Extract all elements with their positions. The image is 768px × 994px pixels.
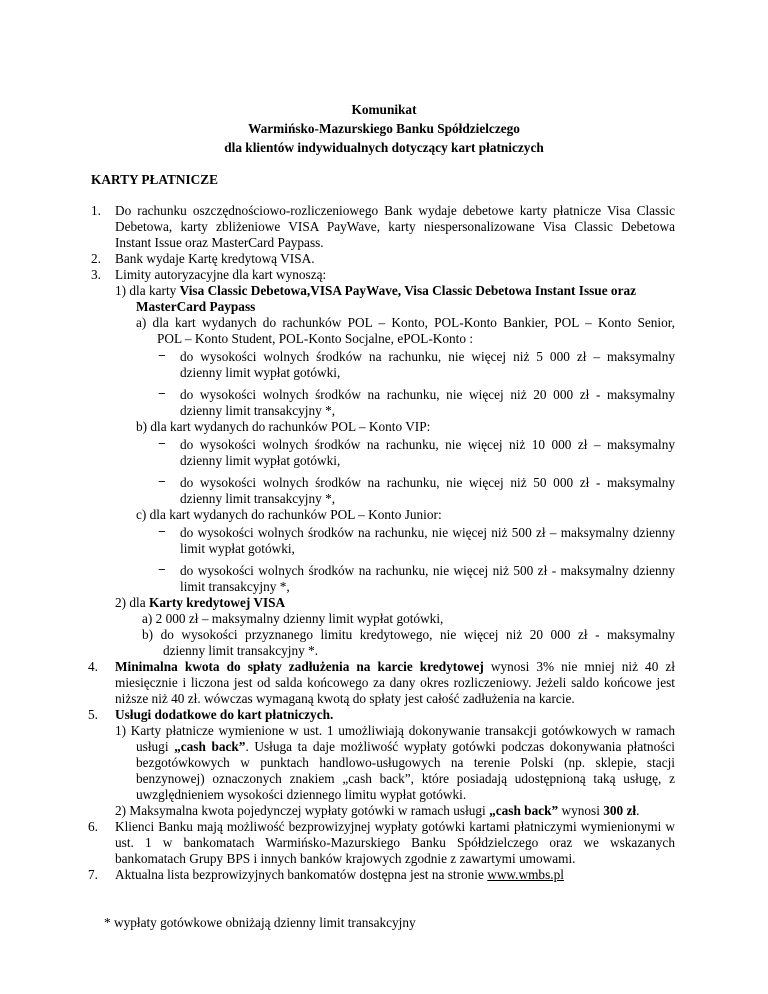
- header-line-3: dla klientów indywidualnych dotyczący kart płatniczych: [224, 140, 544, 155]
- header-line-2: Warmińsko-Mazurskiego Banku Spółdzielczego: [248, 121, 520, 136]
- item-6-line-3: bankomatach Grupy BPS i innych banków krajowych zgodnie z zawartymi umowami.: [115, 851, 576, 866]
- dash-marker: −: [158, 436, 166, 451]
- item-1-line-2: Debetowa, karty zbliżeniowe VISA PayWave, karty niespersonalizowane Visa Classic Debetowa: [115, 219, 675, 234]
- b-dash-2-line-2: dzienny limit transakcyjny *,: [180, 491, 336, 506]
- dash-marker: −: [158, 562, 166, 577]
- item-4-line-3: niższe niż 40 zł. wówczas wymaganą kwotą do spłaty jest całość zadłużenia na karcie.: [115, 691, 575, 706]
- c-dash-1-line-1: do wysokości wolnych środków na rachunku, nie więcej niż 500 zł – maksymalny dzienny: [180, 525, 675, 540]
- dash-marker: −: [158, 524, 166, 539]
- item-5-p1-usługi: usługi: [136, 739, 175, 754]
- sub-1-bold-2: MasterCard Paypass: [136, 299, 256, 314]
- b-dash-1-line-1: do wysokości wolnych środków na rachunku, nie więcej niż 10 000 zł – maksymalny: [180, 437, 675, 452]
- item-4-number: 4.: [88, 659, 98, 674]
- b-dash-1-line-2: dzienny limit wypłat gotówki,: [180, 453, 341, 468]
- item-6-line-2: ust. 1 w bankomatach Warmińsko-Mazurskiego Banku Spółdzielczego oraz we wskazanych: [115, 835, 675, 850]
- item-6-line-1: Klienci Banku mają możliwość bezprowizyjnej wypłaty gotówki kartami płatniczymi wymienionymi w: [115, 819, 675, 834]
- item-1-line-3: Instant Issue oraz MasterCard Paypass.: [115, 235, 324, 250]
- item-5-p1-rest: . Usługa ta daje możliwość wypłaty gotówki podczas dokonywania płatności: [245, 739, 675, 754]
- a-dash-2-line-1: do wysokości wolnych środków na rachunku, nie więcej niż 20 000 zł - maksymalny: [180, 387, 675, 402]
- sub-2-bold: Karty kredytowej VISA: [148, 595, 286, 610]
- item-5-p2-text: 2) Maksymalna kwota pojedynczej wypłaty gotówki w ramach usługi: [115, 803, 490, 818]
- item-3-text: Limity autoryzacyjne dla kart wynoszą:: [115, 267, 327, 282]
- item-4-rest: wynosi 3% nie mniej niż 40 zł: [483, 659, 676, 674]
- item-4-line-2: miesięcznie i liczona jest od salda końcowego za dany okres rozliczeniowy. Jeżeli saldo końcowe jest: [115, 675, 675, 690]
- item-3-number: 3.: [91, 267, 101, 282]
- item-5-p2-line: [115, 802, 639, 819]
- b-dash-2-line-1: do wysokości wolnych środków na rachunku, nie więcej niż 50 000 zł - maksymalny: [180, 475, 675, 490]
- sub-2-b-line-1: b) do wysokości przyznanego limitu kredytowego, nie więcej niż 20 000 zł - maksymalny: [142, 627, 675, 642]
- item-5-p2-dot: .: [636, 803, 640, 818]
- item-5-p1-line-3: bezgotówkowych w punktach handlowo-usługowych na terenie Polski (np. sklepie, stacji: [136, 755, 675, 770]
- c-line-1: c) dla kart wydanych do rachunków POL – Konto Junior:: [136, 507, 442, 522]
- section-title: KARTY PŁATNICZE: [91, 172, 218, 187]
- item-2-text: Bank wydaje Kartę kredytową VISA.: [115, 251, 315, 266]
- c-dash-1-line-2: limit wypłat gotówki,: [180, 541, 295, 556]
- sub-2-prefix: 2) dla: [115, 595, 149, 610]
- item-6-number: 6.: [88, 819, 98, 834]
- a-line-1: a) dla kart wydanych do rachunków POL – Konto, POL-Konto Bankier, POL – Konto Senior,: [136, 315, 675, 330]
- item-2-number: 2.: [91, 251, 101, 266]
- sub-2-line: [115, 594, 285, 611]
- c-dash-2-line-2: limit transakcyjny *,: [180, 579, 290, 594]
- item-5-p1-line-2: [136, 738, 675, 755]
- footnote: * wypłaty gotówkowe obniżają dzienny limit transakcyjny: [104, 915, 416, 930]
- item-4-line-1: [115, 658, 675, 675]
- item-5-p2-amount: 300 zł: [603, 803, 637, 818]
- sub-1-line-1: [115, 282, 636, 299]
- header-line-1: Komunikat: [351, 102, 417, 117]
- wmbs-link[interactable]: www.wmbs.pl: [487, 867, 564, 882]
- item-7-line: [115, 866, 564, 883]
- item-1-line-1: Do rachunku oszczędnościowo-rozliczeniowego Bank wydaje debetowe karty płatnicze Visa Classic: [115, 203, 675, 218]
- item-5-p1-line-4: benzynowej) oznaczonych znakiem „cash back”, które posiadają udostępnioną taką usługę, z: [136, 771, 675, 786]
- item-4-bold: Minimalna kwota do spłaty zadłużenia na karcie kredytowej: [115, 659, 484, 674]
- a-dash-2-line-2: dzienny limit transakcyjny *,: [180, 403, 336, 418]
- a-dash-1-line-2: dzienny limit wypłat gotówki,: [180, 365, 341, 380]
- sub-1-prefix: 1) dla karty: [115, 283, 180, 298]
- b-line-1: b) dla kart wydanych do rachunków POL – Konto VIP:: [136, 419, 431, 434]
- item-5-title: Usługi dodatkowe do kart płatniczych.: [115, 707, 334, 722]
- a-line-2: POL – Konto Student, POL-Konto Socjalne, ePOL-Konto :: [157, 331, 474, 346]
- item-7-number: 7.: [88, 867, 98, 882]
- dash-marker: −: [158, 348, 166, 363]
- sub-2-b-line-2: dzienny limit transakcyjny *.: [163, 643, 319, 658]
- dash-marker: −: [158, 474, 166, 489]
- sub-1-bold-1: Visa Classic Debetowa,VISA PayWave, Visa Classic Debetowa Instant Issue oraz: [179, 283, 637, 298]
- c-dash-2-line-1: do wysokości wolnych środków na rachunku, nie więcej niż 500 zł - maksymalny dzienny: [180, 563, 675, 578]
- item-5-p2-cashback: „cash back”: [489, 803, 559, 818]
- item-5-p1-line-5: uwzględnieniem wysokości dziennego limitu wypłat gotówki.: [136, 787, 467, 802]
- item-5-number: 5.: [88, 707, 98, 722]
- sub-2-a: a) 2 000 zł – maksymalny dzienny limit wypłat gotówki,: [142, 611, 444, 626]
- item-1-number: 1.: [91, 203, 101, 218]
- item-5-p1-line-1: 1) Karty płatnicze wymienione w ust. 1 umożliwiają dokonywanie transakcji gotówkowych w ramach: [115, 723, 675, 738]
- a-dash-1-line-1: do wysokości wolnych środków na rachunku, nie więcej niż 5 000 zł – maksymalny: [180, 349, 675, 364]
- item-7-text: Aktualna lista bezprowizyjnych bankomatów dostępna jest na stronie: [115, 867, 488, 882]
- item-5-cashback-bold: „cash back”: [174, 739, 246, 754]
- dash-marker: −: [158, 386, 166, 401]
- item-5-p2-wynosi: wynosi: [558, 803, 604, 818]
